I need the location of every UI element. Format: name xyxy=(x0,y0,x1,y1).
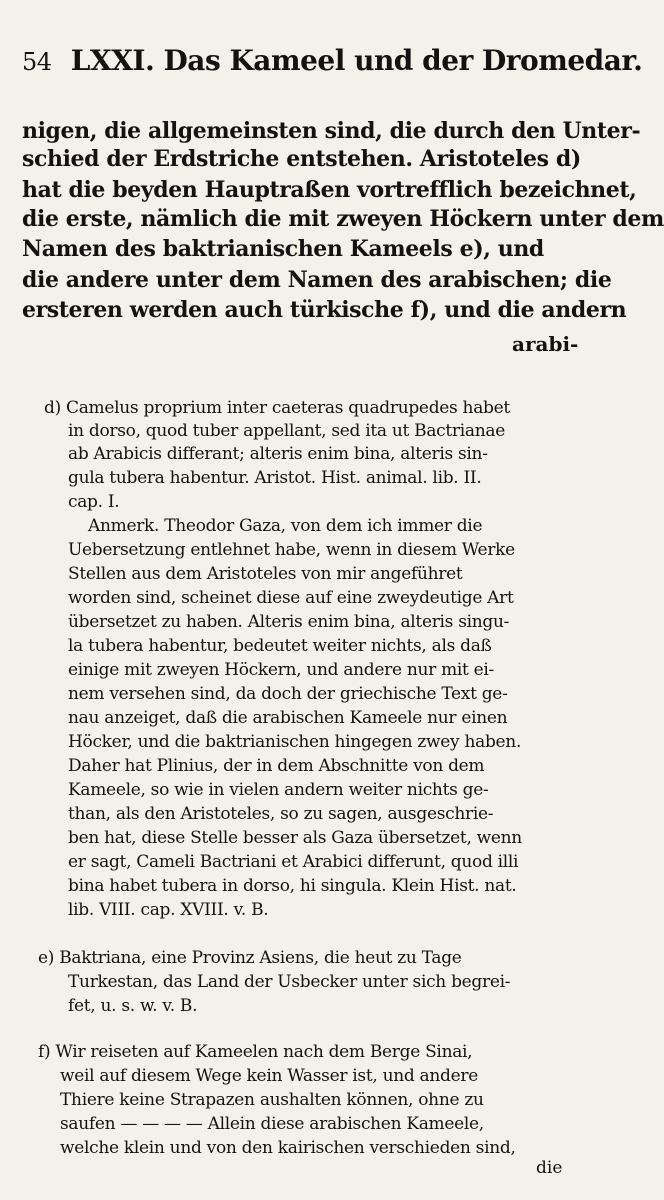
footnote-line: weil auf diesem Wege kein Wasser ist, und andere xyxy=(60,1066,478,1086)
footnote-line: saufen — — — — Allein diese arabischen Kameele, xyxy=(60,1114,484,1134)
footnote-line: cap. I. xyxy=(68,492,120,512)
footnote-line: bina habet tubera in dorso, hi singula. Klein Hist. nat. xyxy=(68,876,517,896)
chapter-title: LXXI. Das Kameel und der Dromedar. xyxy=(70,44,643,77)
footnote-line: ben hat, diese Stelle besser als Gaza übersetzet, wenn xyxy=(68,828,522,848)
footnote-line: worden sind, scheinet diese auf eine zweydeutige Art xyxy=(68,588,514,608)
footnote-line: ab Arabicis differant; alteris enim bina, alteris sin- xyxy=(68,444,488,464)
footnote-line: lib. VIII. cap. XVIII. v. B. xyxy=(68,900,269,920)
footnote-line: er sagt, Cameli Bactriani et Arabici differunt, quod illi xyxy=(68,852,519,872)
footnote-line: Uebersetzung entlehnet habe, wenn in diesem Werke xyxy=(68,540,515,560)
page-number: 54 xyxy=(22,48,52,76)
footnote-line: Anmerk. Theodor Gaza, von dem ich immer die xyxy=(88,516,483,536)
footnote-catchword: die xyxy=(536,1158,563,1178)
footnote-line: f) Wir reiseten auf Kameelen nach dem Berge Sinai, xyxy=(38,1042,473,1062)
footnote-line: gula tubera habentur. Aristot. Hist. animal. lib. II. xyxy=(68,468,482,488)
footnote-line: Kameele, so wie in vielen andern weiter nichts ge- xyxy=(68,780,489,800)
footnote-line: d) Camelus proprium inter caeteras quadrupedes habet xyxy=(44,398,510,418)
footnote-line: nau anzeiget, daß die arabischen Kameele nur einen xyxy=(68,708,508,728)
footnote-line: fet, u. s. w. v. B. xyxy=(68,996,198,1016)
footnote-line: übersetzet zu haben. Alteris enim bina, alteris singu- xyxy=(68,612,510,632)
footnote-line: la tubera habentur, bedeutet weiter nichts, als daß xyxy=(68,636,492,656)
footnote-line: welche klein und von den kairischen verschieden sind, xyxy=(60,1138,516,1158)
body-line: schied der Erdstriche entstehen. Aristoteles d) xyxy=(22,146,581,172)
body-line: nigen, die allgemeinsten sind, die durch den Unter- xyxy=(22,118,641,144)
body-line: die erste, nämlich die mit zweyen Höckern unter dem xyxy=(22,206,664,232)
footnote-line: Höcker, und die baktrianischen hingegen zwey haben. xyxy=(68,732,522,752)
footnote-line: e) Baktriana, eine Provinz Asiens, die heut zu Tage xyxy=(38,948,462,968)
footnote-line: nem versehen sind, da doch der griechische Text ge- xyxy=(68,684,508,704)
footnote-line: Stellen aus dem Aristoteles von mir angeführet xyxy=(68,564,463,584)
body-line: ersteren werden auch türkische f), und die andern xyxy=(22,297,627,323)
body-line: die andere unter dem Namen des arabischen; die xyxy=(22,267,612,293)
footnote-line: than, als den Aristoteles, so zu sagen, ausgeschrie- xyxy=(68,804,494,824)
body-catchword: arabi- xyxy=(512,332,579,356)
footnote-line: einige mit zweyen Höckern, und andere nur mit ei- xyxy=(68,660,494,680)
footnote-line: Daher hat Plinius, der in dem Abschnitte von dem xyxy=(68,756,485,776)
body-line: hat die beyden Hauptraßen vortrefflich bezeichnet, xyxy=(22,177,637,203)
footnote-line: in dorso, quod tuber appellant, sed ita ut Bactrianae xyxy=(68,421,505,441)
footnote-line: Thiere keine Strapazen aushalten können, ohne zu xyxy=(60,1090,484,1110)
running-header xyxy=(22,44,643,77)
body-line: Namen des baktrianischen Kameels e), und xyxy=(22,236,544,262)
footnote-line: Turkestan, das Land der Usbecker unter sich begrei- xyxy=(68,972,511,992)
